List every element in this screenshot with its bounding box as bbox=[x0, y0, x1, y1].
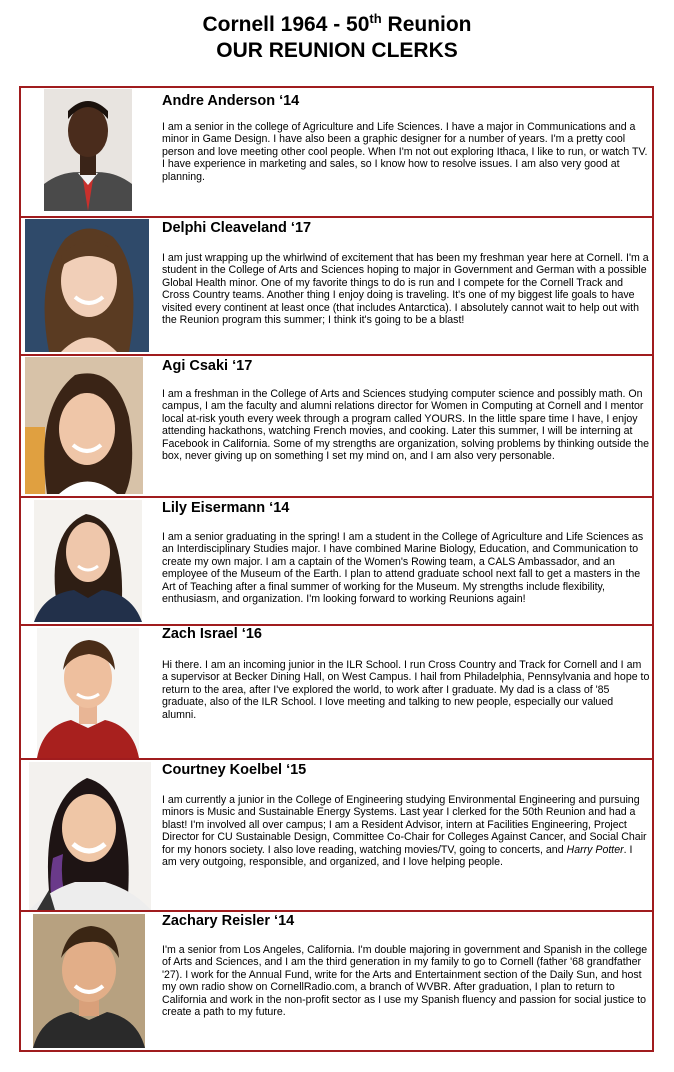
clerks-table bbox=[19, 86, 654, 1052]
clerk-name: Lily Eisermann ‘14 bbox=[162, 500, 290, 516]
clerk-photo bbox=[25, 357, 143, 494]
clerk-photo bbox=[34, 500, 142, 622]
clerk-bio: I am a senior graduating in the spring! I am a student in the College of Agriculture and Life Sciences as an Interdisciplinary Studies major. I have combined Marine Biology, Education, and Communication to create my own major. I am a captain of the Women's Rowing team, a CALS Ambassador, and an employee of the Museum of the Earth. I plan to attend graduate school next fall to get a masters in the Art of Teaching after a final summer of working for the Museum. My strengths include flexibility, enthusiasm, and organization. I'm looking forward to working Reunions again! bbox=[162, 531, 644, 606]
clerk-photo bbox=[44, 89, 132, 211]
clerk-photo bbox=[25, 219, 149, 352]
clerk-name: Zachary Reisler ‘14 bbox=[162, 913, 295, 929]
bio-book-title: Harry Potter bbox=[566, 843, 624, 856]
clerk-name: Agi Csaki ‘17 bbox=[162, 358, 253, 374]
clerk-name: Andre Anderson ‘14 bbox=[162, 93, 300, 109]
clerk-row bbox=[21, 218, 652, 356]
clerk-photo bbox=[29, 762, 151, 910]
clerk-bio: I am a freshman in the College of Arts and Sciences studying computer science and possibly math. On campus, I am the faculty and alumni relations director for Women in Computing at Cornell and I mentor local at-risk youth every week through a program called YOURS. In the little spare time I have, I enjoy attending hackathons, watching French movies, and cooking. Later this summer, I will be interning at Facebook in California. Some of my strengths are organization, solving problems by thinking outside the box, never giving up on something I set my mind on, and I am also very personable. bbox=[162, 388, 649, 463]
page-title: Cornell 1964 - 50th Reunion bbox=[202, 11, 472, 36]
title-superscript: th bbox=[369, 11, 382, 26]
clerk-row bbox=[21, 626, 652, 760]
clerk-photo bbox=[37, 628, 139, 758]
clerk-name: Courtney Koelbel ‘15 bbox=[162, 762, 307, 778]
clerk-bio: I am a senior in the college of Agriculture and Life Sciences. I have a major in Communications and a minor in Game Design. I have also been a graphic designer for a number of years. I'm a pretty cool person and love meeting other cool people. When I'm not out exploring Ithaca, I like to run, or watch TV. I have experience in marketing and sales, so I know how to resolve issues. I am also very good at planning. bbox=[162, 121, 648, 183]
clerk-name: Zach Israel ‘16 bbox=[162, 626, 262, 642]
clerk-row bbox=[21, 356, 652, 498]
clerk-photo bbox=[33, 914, 145, 1048]
clerk-bio: I am just wrapping up the whirlwind of excitement that has been my freshman year here at Cornell. I'm a student in the College of Arts and Sciences hoping to major in Government and German with a possible Global Health minor. One of my favorite things to do is run and I compete for the Cornell Track and Cross Country teams. Another thing I enjoy doing is traveling. It's one of my biggest life goals to have visited every continent at least once (that includes Antarctica). I absolutely cannot wait to help out with the Reunion program this summer; I think it's going to be a blast! bbox=[162, 252, 649, 327]
clerk-row bbox=[21, 498, 652, 626]
clerk-row bbox=[21, 760, 652, 912]
clerk-row bbox=[21, 88, 652, 218]
clerk-bio: I'm a senior from Los Angeles, California. I'm double majoring in government and Spanish in the college of Arts and Sciences, and I am the third generation in my family to go to Cornell (father '68 grandfather '27). I work for the Annual Fund, write for the Arts and Entertainment section of the Daily Sun, and host my own radio show on CornellRadio.com, a branch of WVBR. After graduation, I plan to return to California and work in the non-profit sector as I use my Spanish fluency and passion for social justice to create a path to my future. bbox=[162, 944, 648, 1019]
clerk-bio: I am currently a junior in the College of Engineering studying Environmental Engineering and pursuing minors is Music and Sustainable Energy Systems. Last year I clerked for the 50th Reunion and had a blast! I'm involved all over campus; I am a Resident Advisor, intern at Facilities Engineering, Project Director for CU Sustainable Design, Committee Co-Chair for Colleges Against Cancer, and Social Chair for my honors society. I also love reading, watching movies/TV, going to concerts, and Harry Potter. I am very outgoing, responsible, and organized, and I love helping people. bbox=[162, 794, 647, 869]
page-subtitle: OUR REUNION CLERKS bbox=[216, 39, 458, 62]
clerk-bio: Hi there. I am an incoming junior in the ILR School. I run Cross Country and Track for Cornell and I am a supervisor at Becker Dining Hall, on West Campus. I hail from Philadelphia, Pennsylvania and hope to return to the area, after I've explored the world, to work after I graduate. My dad is a class of '85 graduate, also of the ILR School. I love meeting and talking to new people, especially our valued alumni. bbox=[162, 659, 650, 721]
clerk-name: Delphi Cleaveland ‘17 bbox=[162, 220, 312, 236]
clerk-row bbox=[21, 912, 652, 1050]
